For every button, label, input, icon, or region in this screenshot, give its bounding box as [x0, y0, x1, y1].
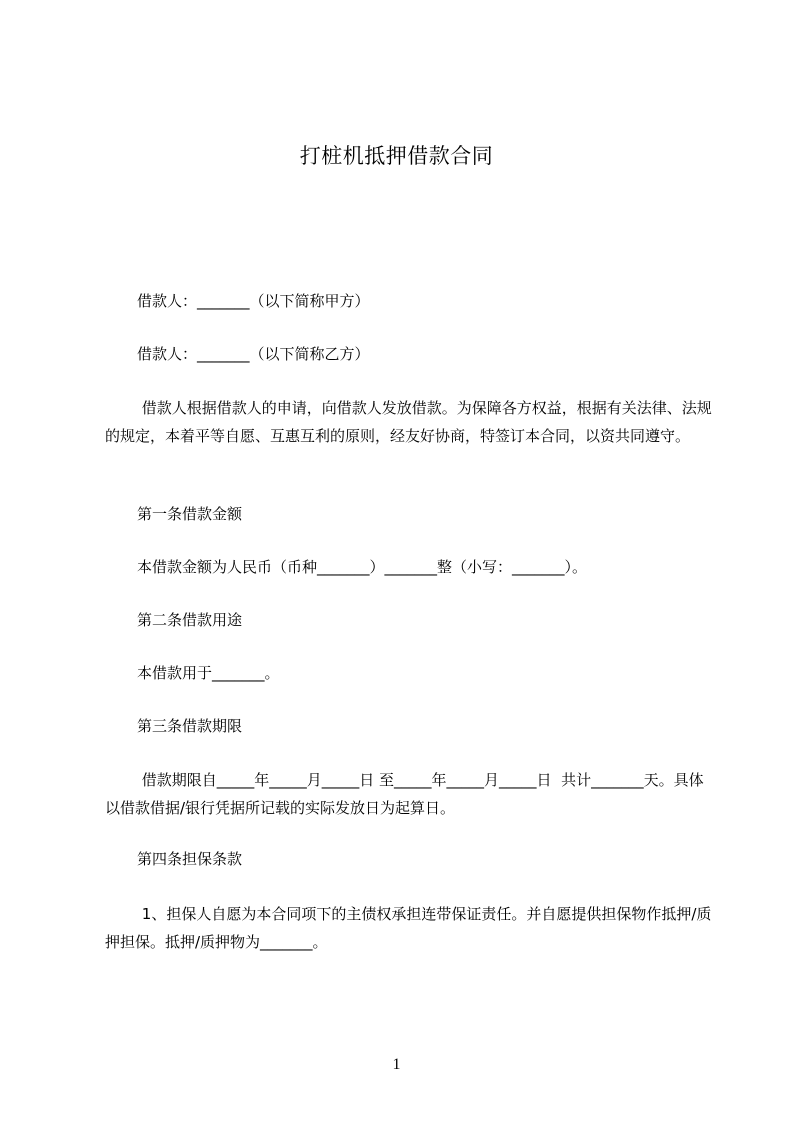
- heading-article-2: 第二条借款用途: [137, 611, 243, 629]
- paragraph-preamble: 借款人根据借款人的申请，向借款人发放借款。为保障各方权益，根据有关法律、法规的规定，本着平等自愿、互惠互利的原则，经友好协商，特签订本合同，以资共同遵守。: [105, 399, 712, 445]
- document-title: 打桩机抵押借款合同: [299, 144, 494, 168]
- heading-article-1: 第一条借款金额: [137, 505, 243, 523]
- paragraph-borrower-b: 借款人：_______（以下简称乙方）: [137, 345, 370, 363]
- paragraph-loan-amount: 本借款金额为人民币（币种_______）_______整（小写：_______）。: [137, 558, 588, 576]
- paragraph-guarantee: 1、担保人自愿为本合同项下的主债权承担连带保证责任。并自愿提供担保物作抵押/质押担保。抵押/质押物为_______。: [105, 905, 712, 951]
- heading-article-3: 第三条借款期限: [137, 717, 243, 735]
- page-number: 1: [392, 1056, 401, 1073]
- paragraph-loan-term: 借款期限自_____年_____月_____日 至_____年_____月_____日 共计_______天。具体以借款借据/银行凭据所记载的实际发放日为起算日。: [105, 771, 704, 817]
- paragraph-loan-purpose: 本借款用于_______。: [137, 664, 280, 682]
- heading-article-4: 第四条担保条款: [137, 850, 243, 868]
- paragraph-borrower-a: 借款人：_______（以下简称甲方）: [137, 292, 370, 310]
